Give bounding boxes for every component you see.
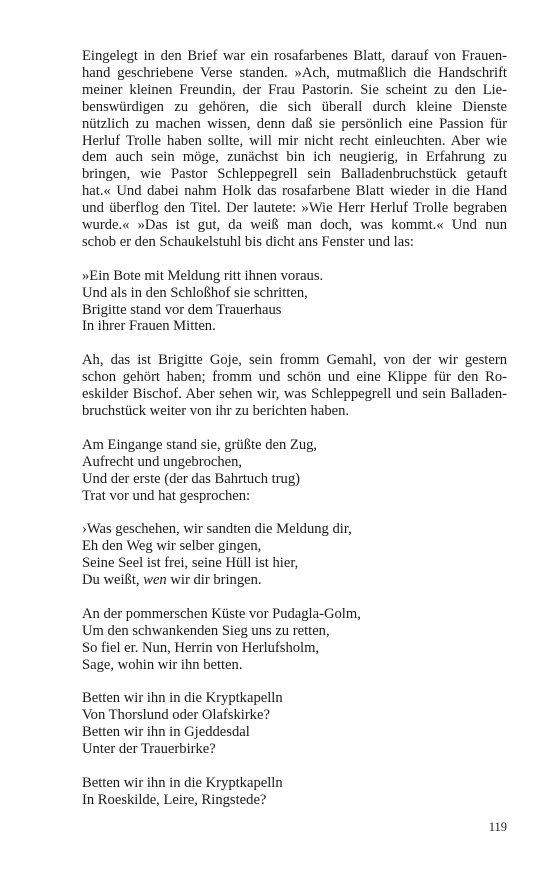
text-line: Ah, das ist Brigitte Goje, sein fromm Gemahl, von der wir gestern	[82, 352, 507, 369]
text-line: schon gehört haben; fromm und schön und eine Klippe für den Ro-	[82, 369, 507, 386]
verse-stanza-4	[82, 606, 507, 674]
verse-line: Brigitte stand vor dem Trauerhaus	[82, 301, 282, 318]
verse-line: Von Thorslund oder Olafskirke?	[82, 707, 270, 724]
text-line: hat.« Und dabei nahm Holk das rosafarbene Blatt wieder in die Hand	[82, 183, 507, 200]
emphasized-word: wen	[143, 572, 167, 589]
text-line: dem auch sein möge, zunächst bin ich neugierig, in Erfahrung zu	[82, 149, 507, 166]
page-number: 119	[488, 820, 507, 834]
text-line: Eingelegt in den Brief war ein rosafarbenes Blatt, darauf von Frauen-	[82, 48, 507, 64]
verse-line: An der pommerschen Küste vor Pudagla-Golm,	[82, 605, 361, 622]
text-line: bringen, wie Pastor Schleppegrell sein Balladenbruchstück getauft	[82, 166, 507, 183]
verse-line: Am Eingange stand sie, grüßte den Zug,	[82, 436, 318, 453]
text-line: bruchstück weiter von ihr zu berichten haben.	[82, 403, 350, 419]
verse-line: In Roeskilde, Leire, Ringstede?	[82, 791, 267, 808]
verse-line: Um den schwankenden Sieg uns zu retten,	[82, 622, 330, 639]
verse-text: Du weißt,	[82, 572, 144, 589]
verse-stanza-3	[82, 521, 507, 589]
verse-line: Trat vor und hat gesprochen:	[82, 487, 251, 504]
verse-line: Betten wir ihn in die Kryptkapelln	[82, 690, 283, 707]
verse-line: Sage, wohin wir ihn betten.	[82, 656, 243, 673]
verse-line: ›Was geschehen, wir sandten die Meldung dir,	[82, 521, 352, 538]
verse-line: Betten wir ihn in die Kryptkapelln	[82, 774, 283, 791]
verse-stanza-2	[82, 437, 507, 505]
text-line: und überflog den Titel. Der lautete: »Wie Herr Herluf Trolle begraben	[82, 200, 507, 217]
text-line: benswürdigen zu gehören, die sich überall durch kleine Dienste	[82, 98, 507, 115]
text-line: meiner kleinen Freundin, der Frau Pastorin. Sie scheint zu den Lie-	[82, 81, 507, 98]
text-line: hand geschriebene Verse standen. »Ach, mutmaßlich die Handschrift	[82, 64, 507, 81]
verse-line: So fiel er. Nun, Herrin von Herlufsholm,	[82, 639, 320, 656]
text-line: nützlich zu machen wissen, denn daß sie persönlich eine Passion für	[82, 115, 507, 132]
verse-line: In ihrer Frauen Mitten.	[82, 318, 216, 335]
verse-line: »Ein Bote mit Meldung ritt ihnen voraus.	[82, 267, 324, 284]
verse-line: Und als in den Schloßhof sie schritten,	[82, 284, 308, 301]
verse-line: Eh den Weg wir selber gingen,	[82, 538, 262, 555]
verse-line: Und der erste (der das Bahrtuch trug)	[82, 470, 301, 487]
page-body	[82, 48, 507, 826]
text-line: eskilder Bischof. Aber sehen wir, was Schleppegrell und sein Balladen-	[82, 386, 507, 403]
verse-stanza-5	[82, 690, 507, 758]
text-line: Herluf Trolle haben sollte, will mir nicht recht einleuchten. Aber wie	[82, 132, 507, 149]
verse-line: Betten wir ihn in Gjeddesdal	[82, 724, 250, 741]
verse-stanza-6	[82, 775, 507, 809]
text-line: wurde.« »Das ist gut, da weiß man doch, was kommt.« Und nun	[82, 217, 507, 234]
verse-text: wir dir bringen.	[166, 572, 262, 589]
paragraph-1	[82, 48, 507, 251]
verse-stanza-1	[82, 268, 507, 336]
paragraph-2	[82, 352, 507, 420]
verse-line: Unter der Trauerbirke?	[82, 741, 216, 758]
verse-line: Aufrecht und ungebrochen,	[82, 453, 243, 470]
text-line: schob er den Schaukelstuhl bis dicht ans Fenster und las:	[82, 233, 414, 250]
verse-line	[82, 572, 507, 589]
verse-line: Seine Seel ist frei, seine Hüll ist hier,	[82, 555, 299, 572]
